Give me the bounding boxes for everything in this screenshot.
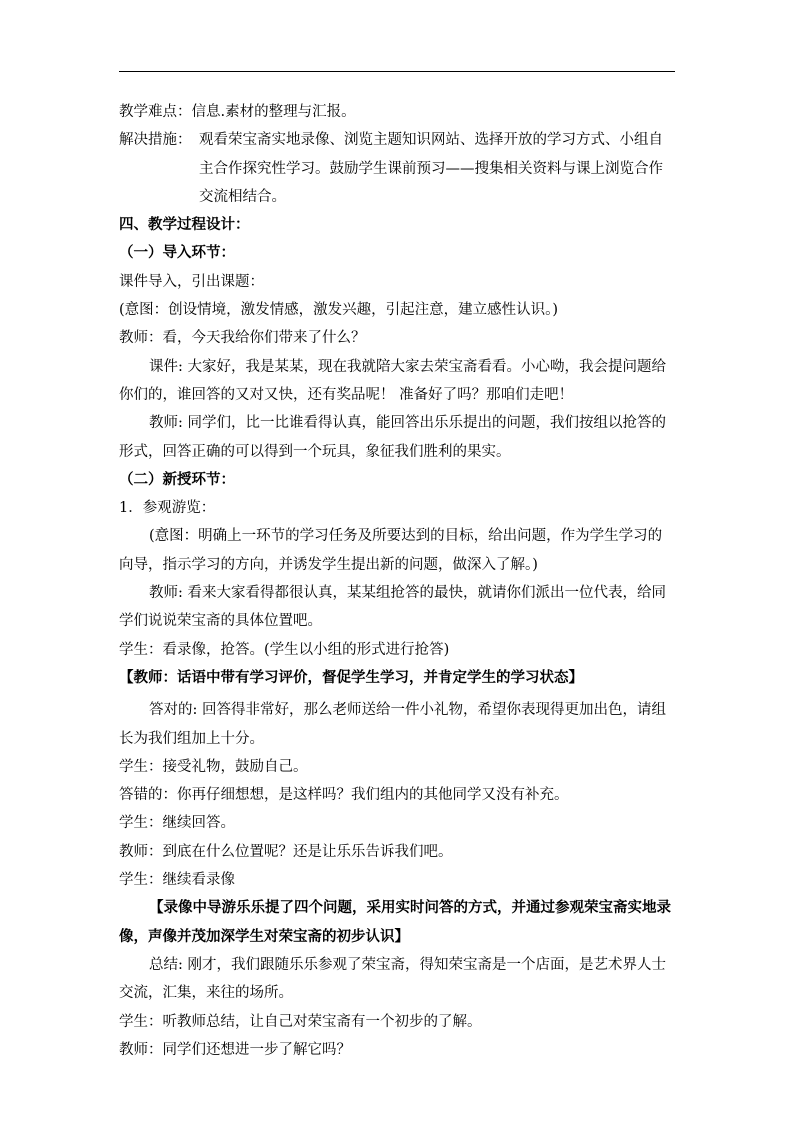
correct-answer-paragraph: 答对的: 回答得非常好，那么老师送给一件小礼物，希望你表现得更加出色，请组长为我们组加上十分。 [119, 702, 666, 747]
summary-paragraph: 总结: 刚才，我们跟随乐乐参观了荣宝斋，得知荣宝斋是一个店面，是艺术界人士交流，汇集，来往的场所。 [119, 956, 666, 1002]
difficulty-label: 教学难点： [119, 104, 192, 120]
student-line-3: 学生：继续回答。 [119, 815, 235, 832]
part1-line-2: (意图：创设情境，激发情感，激发兴趣，引起注意，建立感性认识。) [119, 302, 559, 319]
intent-paragraph-2: (意图：明确上一环节的学习任务及所要达到的目标，给出问题，作为学生学习的向导，指示学习的方向，并诱发学生提出新的问题，做深入了解。) [119, 528, 663, 573]
video-note: 【录像中导游乐乐提了四个问题，采用实时问答的方式，并通过参观荣宝斋实地录像，声像并茂加深学生对荣宝斋的初步认识】 [119, 899, 671, 945]
courseware-paragraph: 课件: 大家好，我是某某，现在我就陪大家去荣宝斋看看。小心呦，我会提问题给你们的，谁回答的又对又快，还有奖品呢！ 准备好了吗？那咱们走吧！ [119, 358, 666, 403]
part2-title: （二）新授环节： [119, 470, 235, 488]
student-line-2: 学生：接受礼物，鼓励自己。 [119, 758, 308, 775]
teacher-line-3: 教师：到底在什么位置呢？还是让乐乐告诉我们吧。 [119, 843, 453, 860]
student-line-5: 学生：听教师总结，让自己对荣宝斋有一个初步的了解。 [119, 1013, 482, 1030]
measures-block [119, 126, 675, 211]
header-rule [119, 71, 675, 72]
part1-line-3: 教师：看，今天我给你们带来了什么？ [119, 330, 366, 347]
section4-title: 四、教学过程设计： [119, 216, 250, 234]
part1-title: （一）导入环节： [119, 244, 235, 262]
teacher-paragraph-2: 教师: 看来大家看得都很认真，某某组抢答的最快，就请你们派出一位代表，给同学们说说荣宝斋的具体位置吧。 [119, 585, 666, 630]
measures-text: 观看荣宝斋实地录像、浏览主题知识网站、选择开放的学习方式、小组自主合作探究性学习。鼓励学生课前预习——搜集相关资料与课上浏览合作交流相结合。 [199, 132, 663, 205]
measures-label: 解决措施： [119, 132, 192, 149]
document-body [119, 98, 675, 1064]
student-line-1: 学生：看录像，抢答。(学生以小组的形式进行抢答) [119, 641, 450, 658]
difficulty-text: 信息.素材的整理与汇报。 [191, 104, 356, 120]
student-line-4: 学生：继续看录像 [119, 872, 235, 889]
teacher-paragraph-1: 教师: 同学们，比一比谁看得认真，能回答出乐乐提出的问题，我们按组以抢答的形式，回答正确的可以得到一个玩具，象征我们胜利的果实。 [119, 415, 666, 460]
difficulty-line [119, 98, 675, 126]
part1-line-1: 课件导入，引出课题： [119, 273, 264, 290]
wrong-answer-line: 答错的：你再仔细想想，是这样吗？我们组内的其他同学又没有补充。 [119, 787, 569, 804]
teacher-line-5: 教师：同学们还想进一步了解它吗？ [119, 1041, 351, 1058]
teacher-note: 【教师：话语中带有学习评价，督促学生学习，并肯定学生的学习状态】 [119, 668, 583, 686]
part2-item-1: 1．参观游览： [119, 500, 216, 517]
